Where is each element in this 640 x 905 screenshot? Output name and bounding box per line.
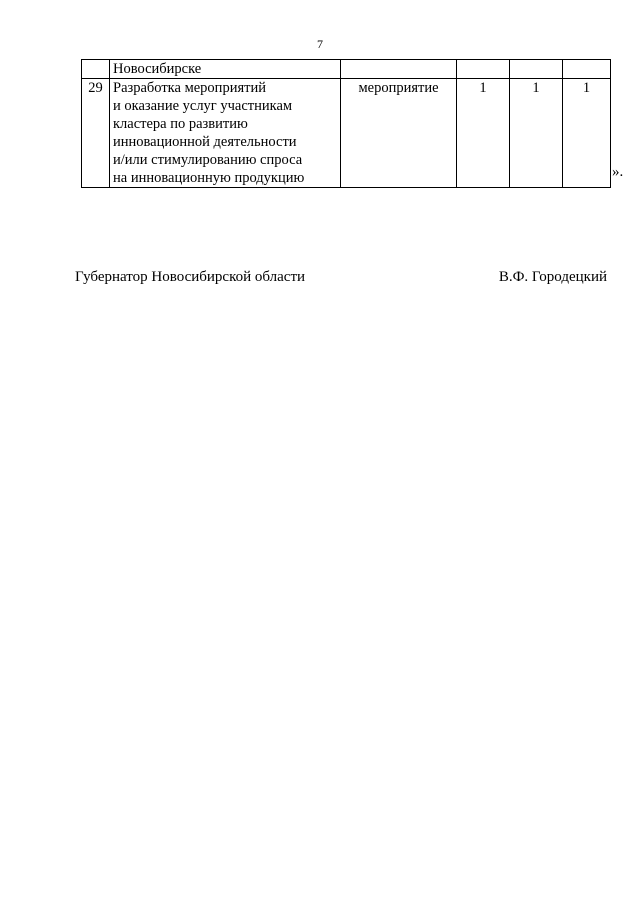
table-row-continuation: [82, 60, 611, 79]
cell-unit: [341, 60, 457, 79]
name-line: на инновационную продукцию: [113, 170, 305, 186]
cell-value-3: 1: [563, 79, 611, 188]
cell-number: 29: [82, 79, 110, 188]
cell-number: [82, 60, 110, 79]
name-line: и оказание услуг участникам: [113, 98, 293, 114]
cell-name: [110, 79, 341, 188]
cell-value-1: [457, 60, 510, 79]
cell-value-1: 1: [457, 79, 510, 188]
cell-name: Новосибирске: [110, 60, 341, 79]
name-line: кластера по развитию: [113, 116, 248, 132]
cell-value-3: [563, 60, 611, 79]
table-row-29: [82, 79, 611, 188]
name-line: инновационной деятельности: [113, 134, 297, 150]
cell-value-2: [510, 60, 563, 79]
signature-position: Губернатор Новосибирской области: [75, 269, 306, 285]
signature-name: В.Ф. Городецкий: [498, 269, 607, 285]
cell-value-2: 1: [510, 79, 563, 188]
closing-quote: ».: [612, 164, 624, 180]
cell-unit: мероприятие: [341, 79, 457, 188]
measures-table: [81, 59, 611, 188]
name-line: Разработка мероприятий: [113, 80, 266, 96]
page-number: 7: [317, 37, 323, 51]
name-line: и/или стимулированию спроса: [113, 152, 303, 168]
